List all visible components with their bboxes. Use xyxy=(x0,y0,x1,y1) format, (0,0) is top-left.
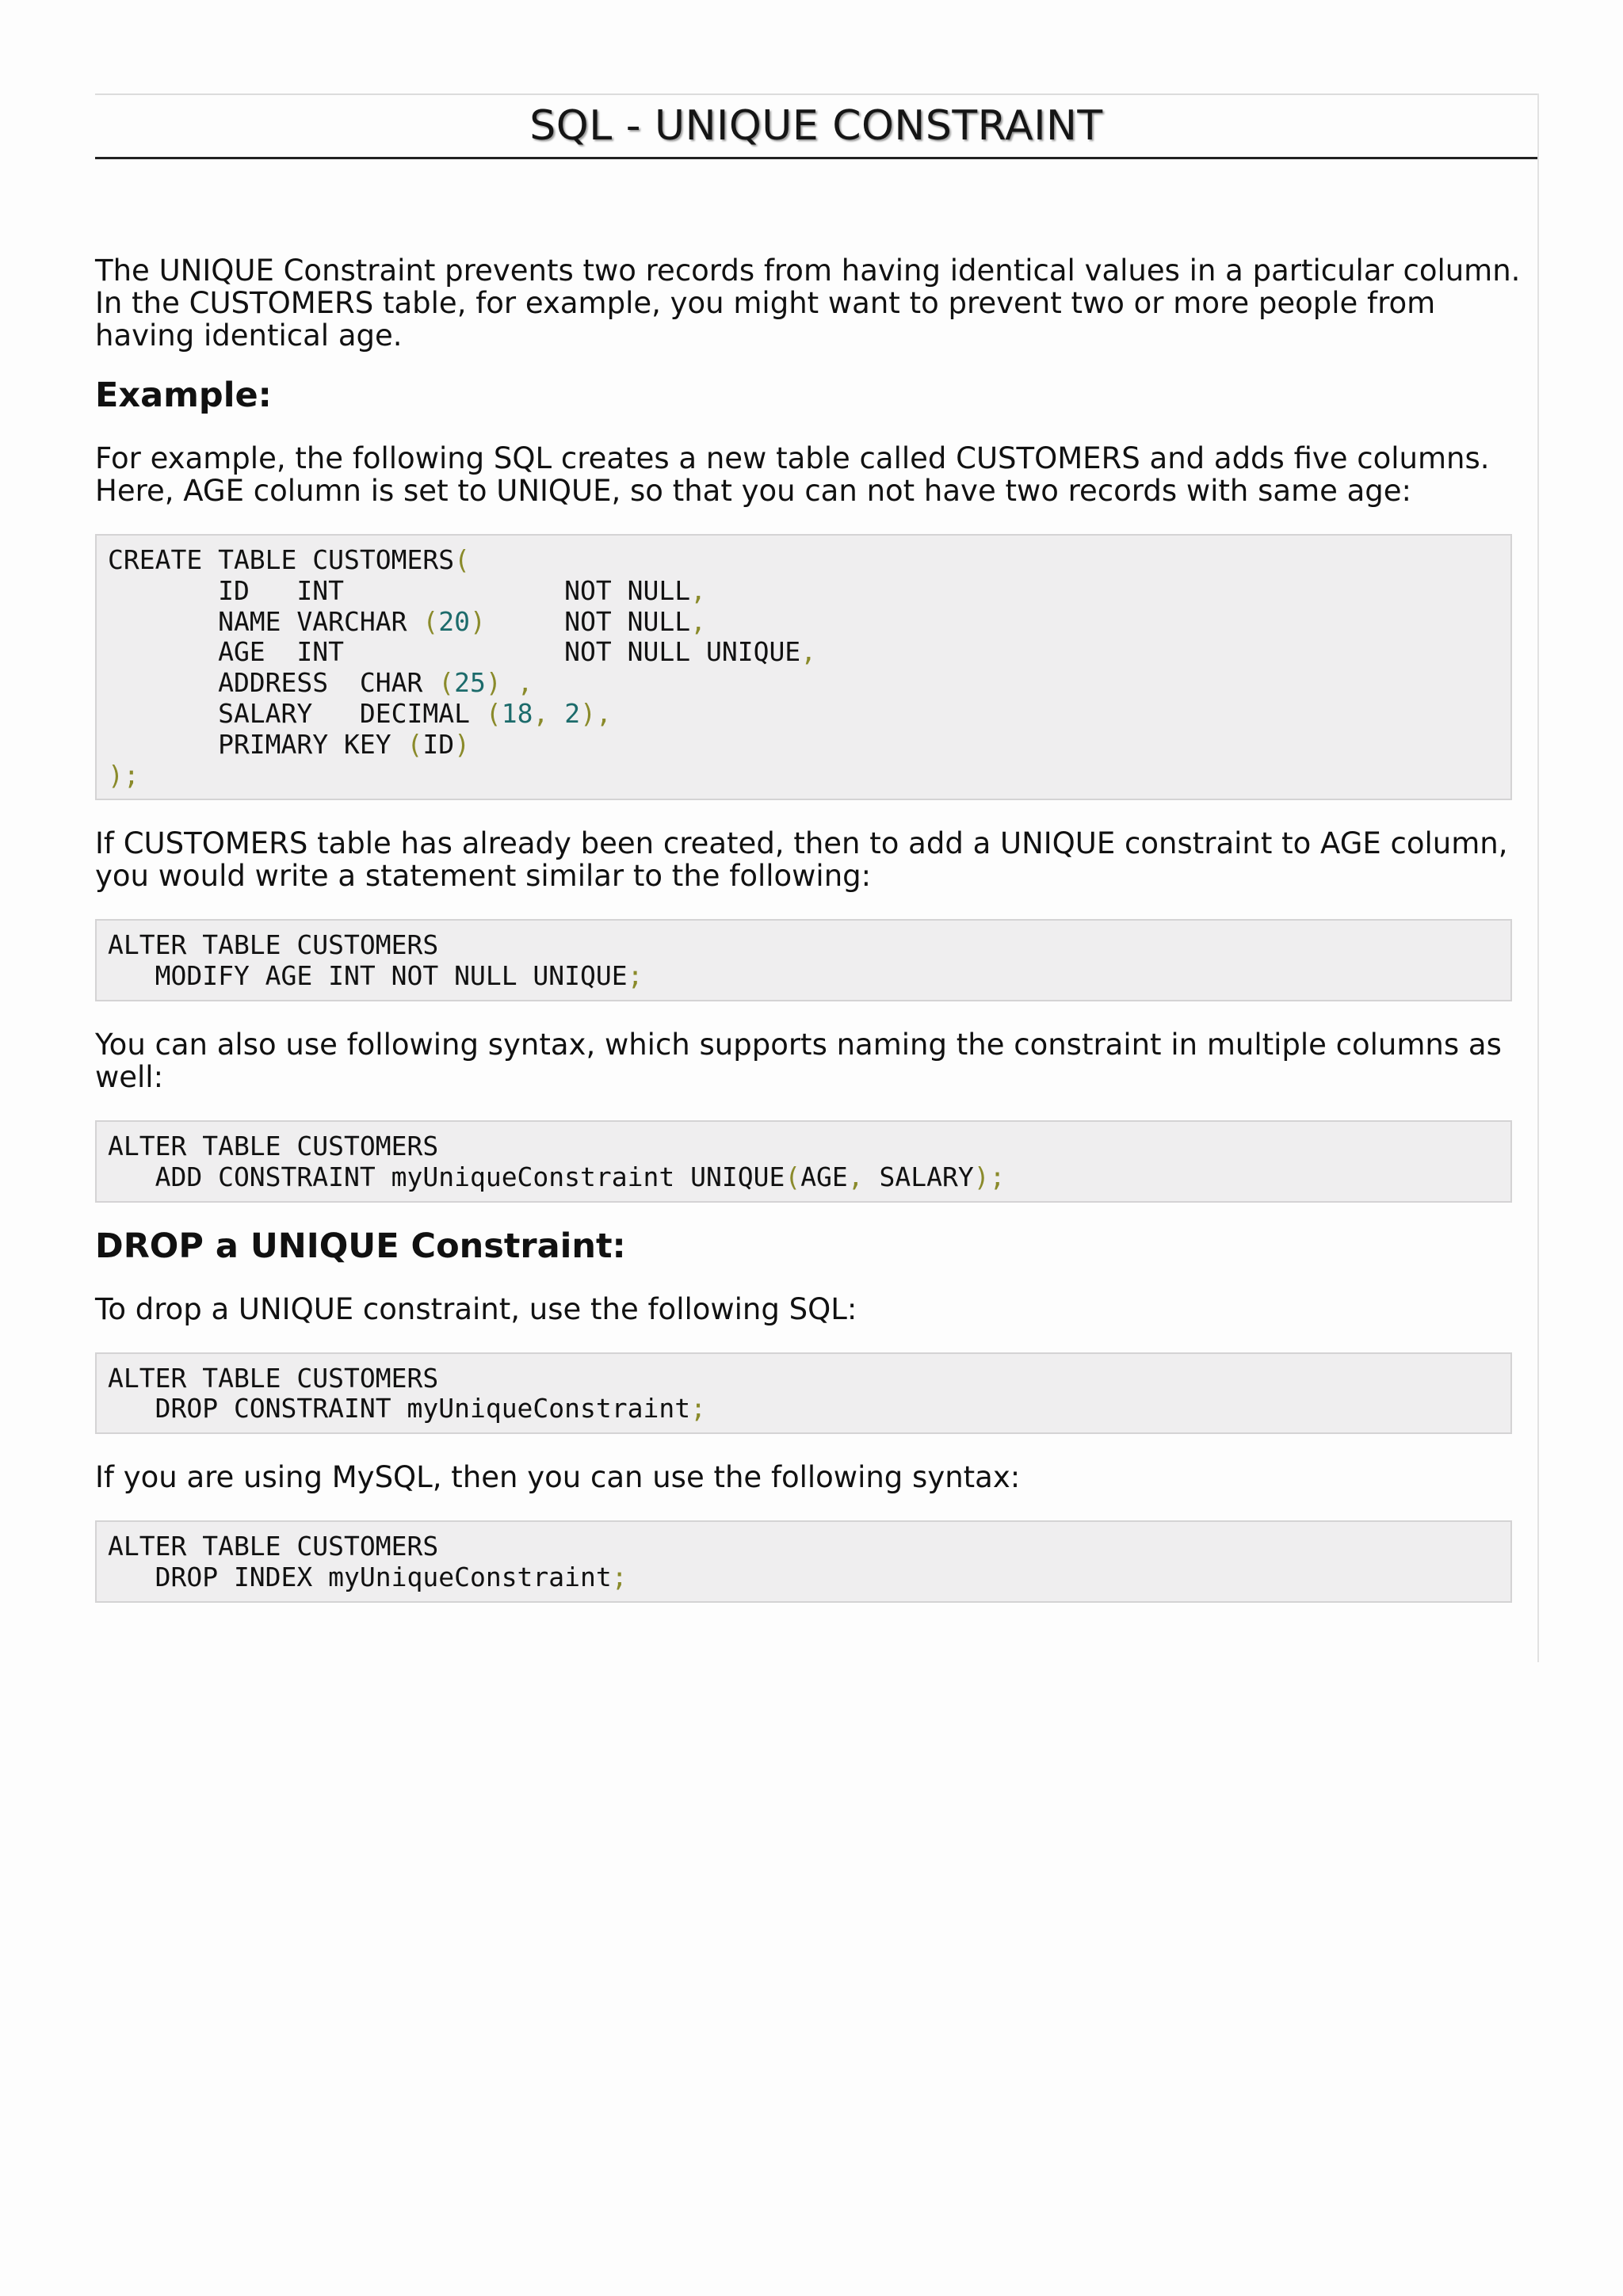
intro-paragraph: The UNIQUE Constraint prevents two records from having identical values in a particular column. In the CUSTOMERS table, for example, you might want to prevent two or more people from having identical age. xyxy=(95,254,1521,353)
code-text: ADD CONSTRAINT myUniqueConstraint UNIQUE xyxy=(108,1161,785,1192)
code-text: ID xyxy=(422,728,455,760)
code-text: NAME VARCHAR xyxy=(108,605,423,637)
code-text: AGE xyxy=(800,1161,848,1192)
code-text: NOT NULL xyxy=(485,605,691,637)
code-text: ID INT NOT NULL xyxy=(108,574,691,606)
example-heading: Example: xyxy=(95,376,272,415)
drop-heading: DROP a UNIQUE Constraint: xyxy=(95,1226,626,1266)
code-number: 20 xyxy=(438,605,470,637)
code-block-drop-index: ALTER TABLE CUSTOMERS DROP INDEX myUniqueConstraint; xyxy=(95,1520,1512,1603)
code-text: ADDRESS CHAR xyxy=(108,667,439,699)
code-text: DROP INDEX myUniqueConstraint xyxy=(108,1561,612,1592)
mysql-paragraph: If you are using MySQL, then you can use the following syntax: xyxy=(95,1460,1021,1495)
code-text: PRIMARY KEY xyxy=(108,728,407,760)
page-title: SQL - UNIQUE CONSTRAINT xyxy=(529,102,1103,150)
code-text: ALTER TABLE CUSTOMERS xyxy=(108,1362,439,1394)
example-paragraph: For example, the following SQL creates a new table called CUSTOMERS and adds five columns. Here, AGE column is set to UNIQUE, so that you can not have two records with same age: xyxy=(95,441,1490,508)
code-number: 2 xyxy=(564,697,581,729)
code-text: ALTER TABLE CUSTOMERS xyxy=(108,1531,439,1562)
code-text: CREATE TABLE CUSTOMERS xyxy=(108,544,455,575)
code-number: 25 xyxy=(454,667,486,699)
code-block-add-constraint: ALTER TABLE CUSTOMERS ADD CONSTRAINT myUniqueConstraint UNIQUE(AGE, SALARY); xyxy=(95,1120,1512,1203)
alter-paragraph: If CUSTOMERS table has already been created, then to add a UNIQUE constraint to AGE column, you would write a statement similar to the following: xyxy=(95,826,1508,894)
code-block-alter-modify: ALTER TABLE CUSTOMERS MODIFY AGE INT NOT NULL UNIQUE; xyxy=(95,919,1512,1001)
code-text: MODIFY AGE INT NOT NULL UNIQUE xyxy=(108,960,628,992)
code-text: DROP CONSTRAINT myUniqueConstraint xyxy=(108,1393,691,1425)
code-block-drop-constraint: ALTER TABLE CUSTOMERS DROP CONSTRAINT myUniqueConstraint; xyxy=(95,1352,1512,1435)
code-number: 18 xyxy=(501,697,533,729)
code-text: SALARY xyxy=(863,1161,974,1192)
title-bar xyxy=(95,93,1537,159)
code-text: SALARY DECIMAL xyxy=(108,697,486,729)
document-page xyxy=(95,93,1539,1662)
code-text: ALTER TABLE CUSTOMERS xyxy=(108,1130,439,1161)
drop-paragraph: To drop a UNIQUE constraint, use the following SQL: xyxy=(95,1291,857,1326)
code-block-create-table: CREATE TABLE CUSTOMERS( ID INT NOT NULL, NAME VARCHAR (20) NOT NULL, AGE INT NOT NULL UNIQUE, ADDRESS CHAR (25) , SALARY DECIMAL (18, 2), PRIMARY KEY (ID) ); xyxy=(95,534,1512,800)
code-text: AGE INT NOT NULL UNIQUE xyxy=(108,636,801,668)
code-text: ALTER TABLE CUSTOMERS xyxy=(108,929,439,961)
syntax-paragraph: You can also use following syntax, which supports naming the constraint in multiple columns as well: xyxy=(95,1027,1502,1094)
